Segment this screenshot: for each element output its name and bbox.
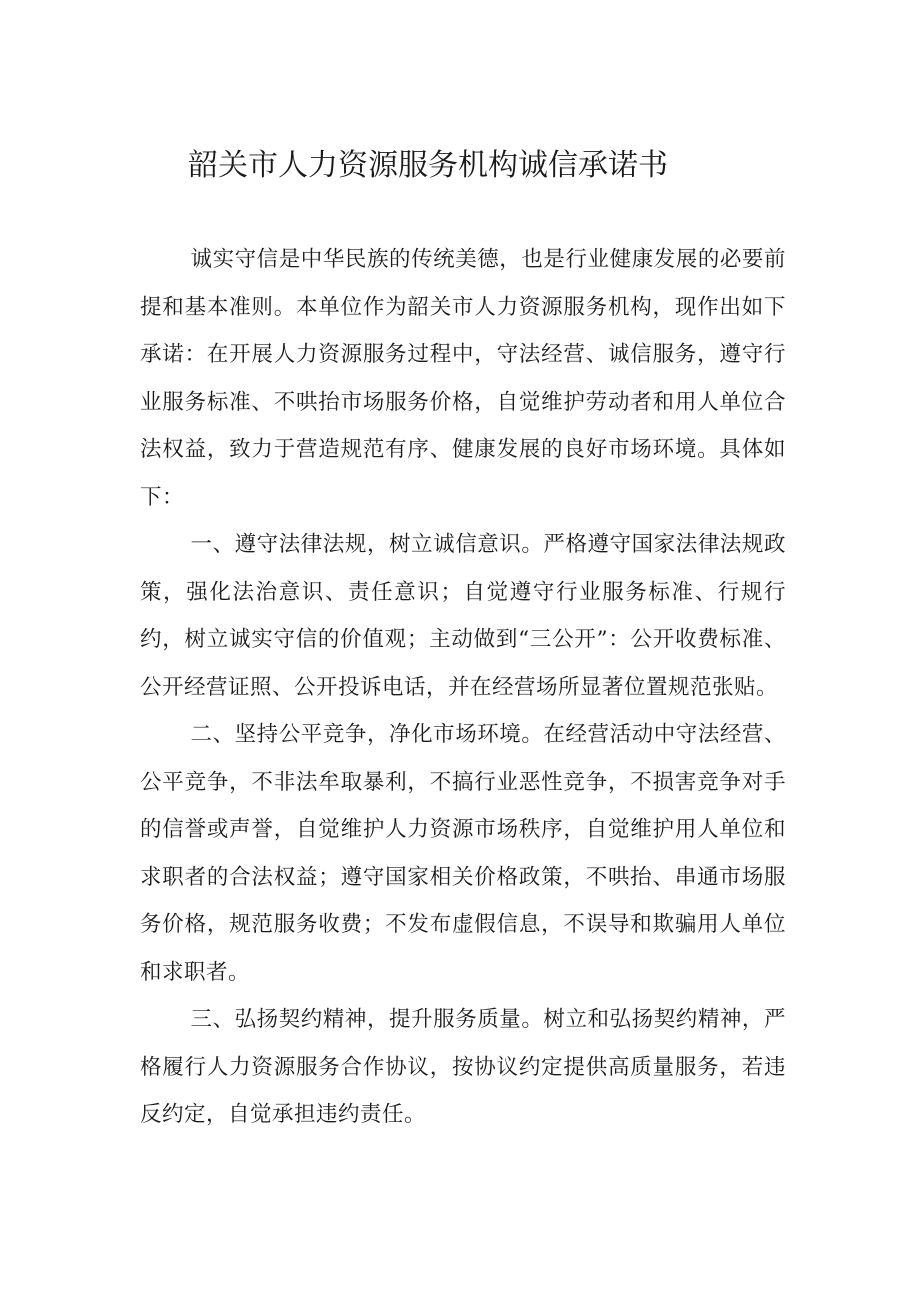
paragraph-clause-1: 一、遵守法律法规，树立诚信意识。严格遵守国家法律法规政策，强化法治意识、责任意识；自觉遵守行业服务标准、行规行约，树立诚实守信的价值观；主动做到“三公开”：公开收费标准、公开经营证照、公开投诉电话，并在经营场所显著位置规范张贴。 (140, 532, 786, 700)
document-body (140, 236, 786, 1139)
paragraph-clause-3: 三、弘扬契约精神，提升服务质量。树立和弘扬契约精神，严格履行人力资源服务合作协议，按协议约定提供高质量服务，若违反约定，自觉承担违约责任。 (140, 1007, 786, 1127)
document-title: 韶关市人力资源服务机构诚信承诺书 (188, 148, 668, 183)
paragraph-intro: 诚实守信是中华民族的传统美德，也是行业健康发展的必要前提和基本准则。本单位作为韶关市人力资源服务机构，现作出如下承诺：在开展人力资源服务过程中，守法经营、诚信服务，遵守行业服务标准、不哄抬市场服务价格，自觉维护劳动者和用人单位合法权益，致力于营造规范有序、健康发展的良好市场环境。具体如下： (140, 247, 786, 510)
paragraph-clause-2: 二、坚持公平竞争，净化市场环境。在经营活动中守法经营、公平竞争，不非法牟取暴利，不搞行业恶性竞争，不损害竞争对手的信誉或声誉，自觉维护人力资源市场秩序，自觉维护用人单位和求职者的合法权益；遵守国家相关价格政策，不哄抬、串通市场服务价格，规范服务收费；不发布虚假信息，不误导和欺骗用人单位和求职者。 (140, 722, 786, 985)
